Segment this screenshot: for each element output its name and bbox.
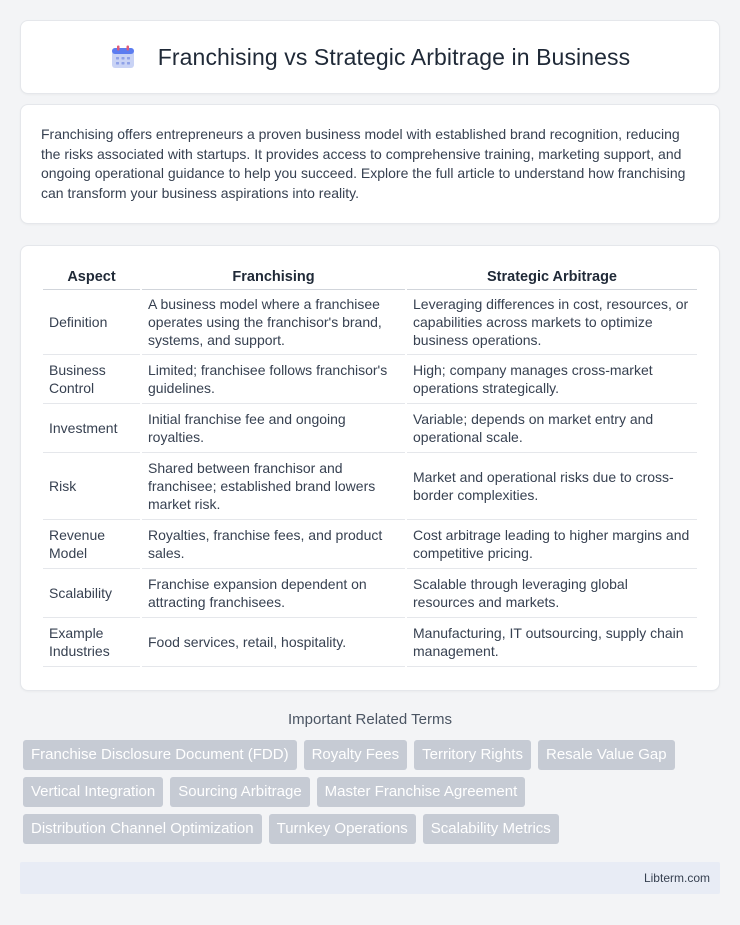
footer <box>20 862 720 894</box>
related-terms-section <box>20 711 720 844</box>
table-cell-arbitrage: Manufacturing, IT outsourcing, supply chain management. <box>407 618 697 667</box>
tag-resale-value-gap[interactable]: Resale Value Gap <box>538 740 675 770</box>
tag-master-franchise-agreement[interactable]: Master Franchise Agreement <box>317 777 526 807</box>
intro-card <box>20 104 720 224</box>
table-cell-aspect: Scalability <box>43 569 140 618</box>
table-row <box>43 453 697 520</box>
table-cell-arbitrage: Market and operational risks due to cross-border complexities. <box>407 453 697 520</box>
table-row <box>43 618 697 667</box>
table-cell-arbitrage: High; company manages cross-market operations strategically. <box>407 355 697 404</box>
table-cell-franchising: Limited; franchisee follows franchisor's guidelines. <box>142 355 405 404</box>
related-terms-title: Important Related Terms <box>288 711 452 728</box>
intro-text: Franchising offers entrepreneurs a proven business model with established brand recognition, reducing the risks associated with startups. It provides access to comprehensive training, marketing support, and ongoing operational guidance to help you succeed. Explore the full article to understand how franchising can transform your business aspirations into reality. <box>41 126 686 201</box>
column-header-aspect: Aspect <box>43 265 140 290</box>
page-title: Franchising vs Strategic Arbitrage in Business <box>157 43 631 70</box>
table-cell-franchising: Initial franchise fee and ongoing royalties. <box>142 404 405 453</box>
footer-site-link[interactable]: Libterm.com <box>643 871 710 885</box>
table-row <box>43 404 697 453</box>
tag-territory-rights[interactable]: Territory Rights <box>414 740 531 770</box>
table-cell-aspect: Revenue Model <box>43 520 140 569</box>
table-row <box>43 520 697 569</box>
table-cell-franchising: Food services, retail, hospitality. <box>142 618 405 667</box>
tag-sourcing-arbitrage[interactable]: Sourcing Arbitrage <box>170 777 309 807</box>
tag-scalability-metrics[interactable]: Scalability Metrics <box>423 814 559 844</box>
tag-turnkey-operations[interactable]: Turnkey Operations <box>269 814 416 844</box>
column-header-franchising: Franchising <box>142 265 405 290</box>
table-cell-franchising: Franchise expansion dependent on attracting franchisees. <box>142 569 405 618</box>
table-cell-aspect: Risk <box>43 453 140 520</box>
table-cell-franchising: Shared between franchisor and franchisee; established brand lowers market risk. <box>142 453 405 520</box>
comparison-card <box>20 245 720 691</box>
column-header-strategic-arbitrage: Strategic Arbitrage <box>407 265 697 290</box>
table-cell-aspect: Investment <box>43 404 140 453</box>
table-cell-arbitrage: Variable; depends on market entry and operational scale. <box>407 404 697 453</box>
table-cell-aspect: Business Control <box>43 355 140 404</box>
tag-franchise-disclosure-document[interactable]: Franchise Disclosure Document (FDD) <box>23 740 297 770</box>
calendar-icon <box>110 44 136 70</box>
table-row <box>43 569 697 618</box>
table-header-row <box>43 265 697 290</box>
table-cell-arbitrage: Scalable through leveraging global resources and markets. <box>407 569 697 618</box>
table-cell-aspect: Definition <box>43 290 140 355</box>
table-cell-aspect: Example Industries <box>43 618 140 667</box>
tag-distribution-channel-optimization[interactable]: Distribution Channel Optimization <box>23 814 262 844</box>
table-cell-arbitrage: Cost arbitrage leading to higher margins and competitive pricing. <box>407 520 697 569</box>
table-row <box>43 355 697 404</box>
tag-royalty-fees[interactable]: Royalty Fees <box>304 740 408 770</box>
table-cell-arbitrage: Leveraging differences in cost, resources, or capabilities across markets to optimize business operations. <box>407 290 697 355</box>
tag-vertical-integration[interactable]: Vertical Integration <box>23 777 163 807</box>
related-terms-tags <box>20 740 720 844</box>
table-cell-franchising: Royalties, franchise fees, and product sales. <box>142 520 405 569</box>
table-cell-franchising: A business model where a franchisee operates using the franchisor's brand, systems, and support. <box>142 290 405 355</box>
header-card <box>20 20 720 94</box>
table-row <box>43 290 697 355</box>
comparison-table <box>41 265 699 667</box>
